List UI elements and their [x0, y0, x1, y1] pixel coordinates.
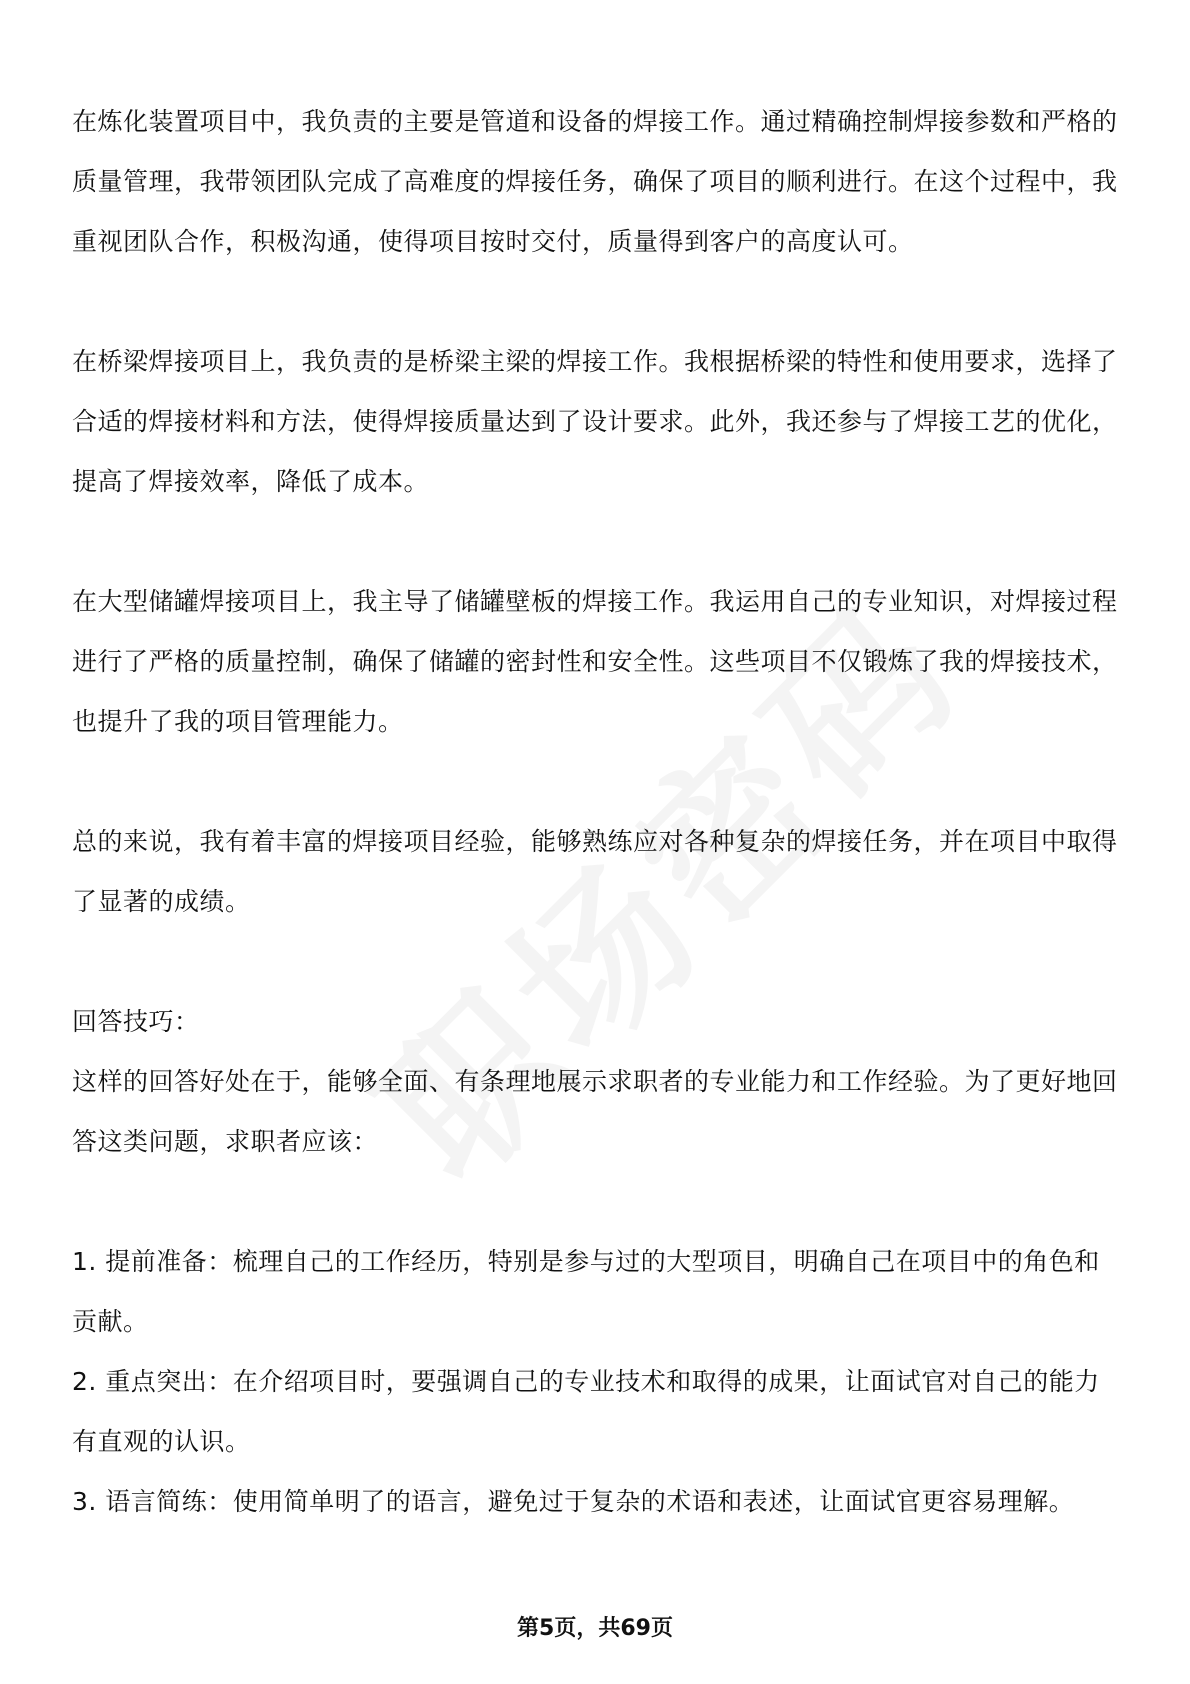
page-number: 第5页，共69页 — [517, 1616, 673, 1641]
tips-item: 3. 语言简练：使用简单明了的语言，避免过于复杂的术语和表述，让面试官更容易理解。 — [72, 1487, 1075, 1516]
tips-intro: 这样的回答好处在于，能够全面、有条理地展示求职者的专业能力和工作经验。为了更好地回答这类问题，求职者应该： — [72, 1067, 1118, 1156]
paragraph-bridge-project: 在桥梁焊接项目上，我负责的是桥梁主梁的焊接工作。我根据桥梁的特性和使用要求，选择了合适的焊接材料和方法，使得焊接质量达到了设计要求。此外，我还参与了焊接工艺的优化，提高了焊接效率，降低了成本。 — [72, 347, 1118, 496]
paragraph-refinery-project: 在炼化装置项目中，我负责的主要是管道和设备的焊接工作。通过精确控制焊接参数和严格的质量管理，我带领团队完成了高难度的焊接任务，确保了项目的顺利进行。在这个过程中，我重视团队合作，积极沟通，使得项目按时交付，质量得到客户的高度认可。 — [72, 107, 1118, 256]
paragraph-tank-project: 在大型储罐焊接项目上，我主导了储罐壁板的焊接工作。我运用自己的专业知识，对焊接过程进行了严格的质量控制，确保了储罐的密封性和安全性。这些项目不仅锻炼了我的焊接技术，也提升了我的项目管理能力。 — [72, 587, 1118, 736]
page-content — [72, 92, 1122, 1532]
paragraph-gap — [72, 932, 1122, 992]
paragraph-gap — [72, 272, 1122, 332]
paragraph-gap — [72, 752, 1122, 812]
paragraph-gap — [72, 512, 1122, 572]
tips-item: 1. 提前准备：梳理自己的工作经历，特别是参与过的大型项目，明确自己在项目中的角色和贡献。 — [72, 1247, 1100, 1336]
tips-item: 2. 重点突出：在介绍项目时，要强调自己的专业技术和取得的成果，让面试官对自己的能力有直观的认识。 — [72, 1367, 1100, 1456]
paragraph-gap — [72, 1172, 1122, 1232]
tips-heading: 回答技巧： — [72, 1007, 200, 1036]
paragraph-summary: 总的来说，我有着丰富的焊接项目经验，能够熟练应对各种复杂的焊接任务，并在项目中取得了显著的成绩。 — [72, 827, 1118, 916]
